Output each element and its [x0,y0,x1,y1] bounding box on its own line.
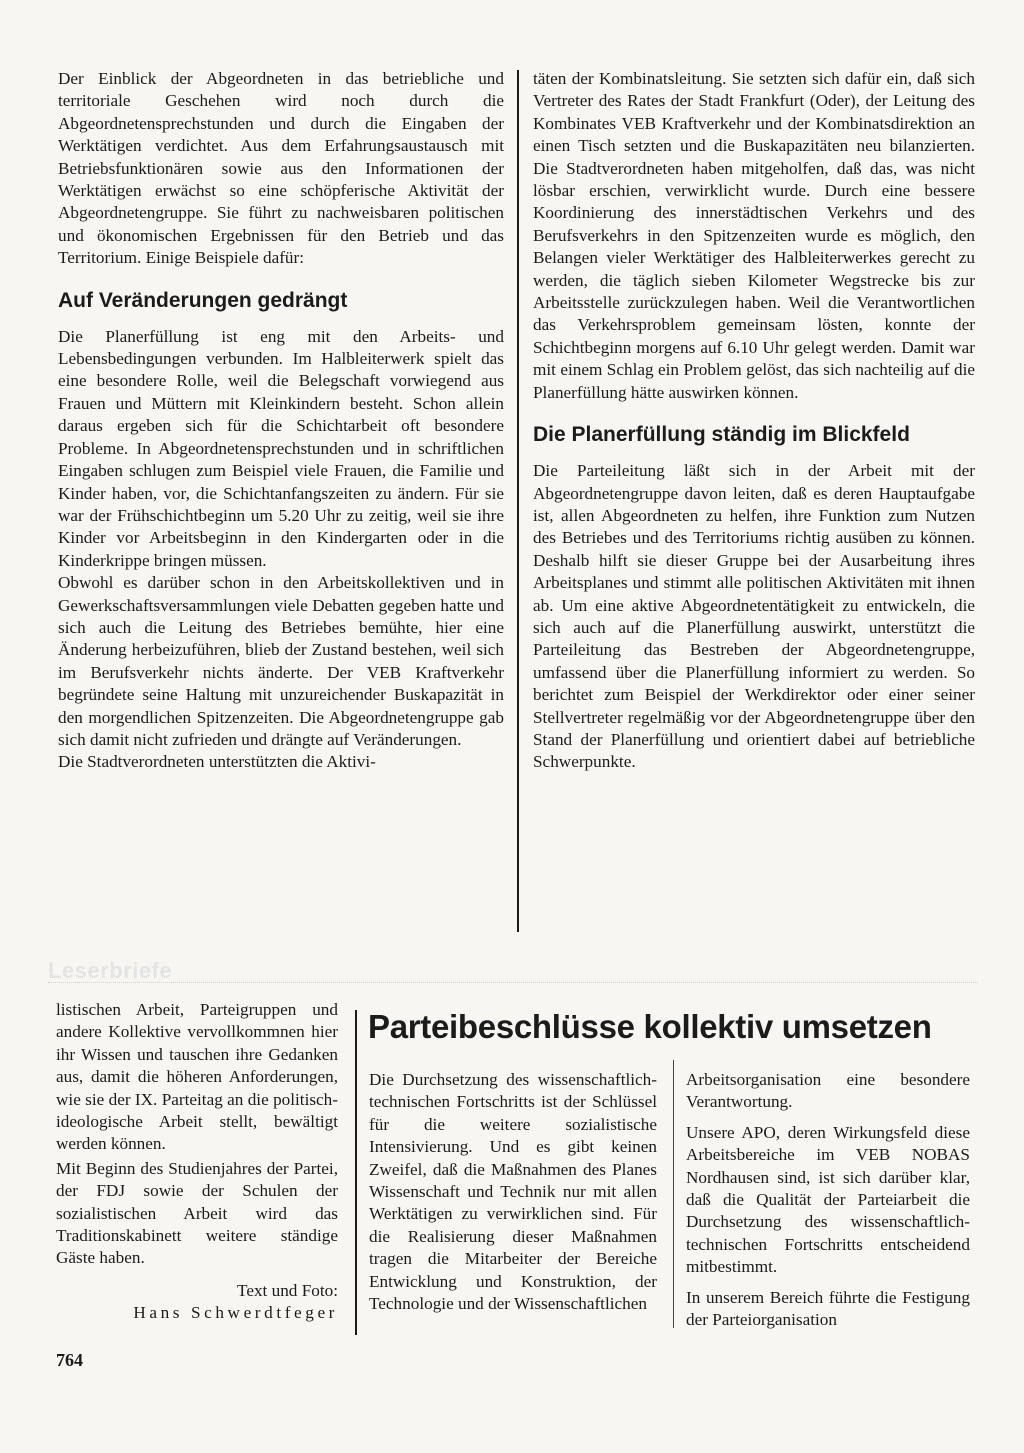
column-divider [673,1060,674,1328]
section-heading-planerfuellung: Die Planerfüllung ständig im Blickfeld [533,423,910,447]
credit-line: Text und Foto: [237,1280,338,1300]
section-heading-veraenderungen: Auf Veränderungen gedrängt [58,288,348,312]
column-divider [517,70,519,932]
article-headline: Parteibeschlüsse kollektiv umsetzen [368,1008,932,1045]
page-number: 764 [56,1350,83,1370]
column-divider [355,1010,357,1335]
section-label: Leserbriefe [48,958,173,983]
article-column-bottom-right [686,1069,970,1331]
body-paragraph: Die Durchsetzung des wissenschaftlich-technischen Fortschritts ist der Schlüssel für die weitere sozialistische Intensivierung. Und es gibt keinen Zweifel, daß die Maßnahmen des Planes Wissenschaft und Technik nur mit allen Werktätigen zu verwirklichen sind. Für die Realisierung dieser Maßnahmen tragen die Mitarbeiter der Bereiche Entwicklung und Konstruktion, der Technologie und der Wissenschaftlichen [369,1070,657,1314]
body-paragraph: Unsere APO, deren Wirkungsfeld diese Arbeitsbereiche im VEB NOBAS Nordhausen sind, ist sich darüber klar, daß die Qualität der Parteiarbeit die Durchsetzung des wissenschaftlich-technischen Fortschritts entscheidend mitbestimmt. [686,1122,970,1277]
intro-paragraph: Der Einblick der Abgeordneten in das betriebliche und territoriale Geschehen wird noch durch die Abgeordnetensprechstunden und durch die Eingaben der Werktätigen verdichtet. Aus dem Erfahrungsaustausch mit Betriebsfunktionären sowie aus den Informationen der Werktätigen erwächst so eine schöpferische Aktivität der Abgeordnetengruppe. Sie führt zu nachweisbaren politischen und ökonomischen Ergebnissen für den Betrieb und das Territorium. Einige Beispiele dafür: [58,69,504,268]
body-paragraph: Die Parteileitung läßt sich in der Arbeit mit der Abgeordnetengruppe davon leiten, daß es deren Hauptaufgabe ist, allen Abgeordneten zu helfen, ihre Funktion zum Nutzen des Betriebes und des Territoriums richtig ausüben zu können. Deshalb hilft sie dieser Gruppe bei der Ausarbeitung ihres Arbeitsplanes und stimmt alle politischen Aktivitäten mit ihnen ab. Um eine aktive Abgeordnetentätigkeit zu entwickeln, die sich auch auf die Planerfüllung auswirkt, unterstützt die Parteileitung das Bestreben der Abgeordnetengruppe, umfassend über die Planerfüllung informiert zu werden. So berichtet zum Beispiel der Werkdirektor oder einer seiner Stellvertreter regelmäßig vor der Abgeordnetengruppe über den Stand der Planerfüllung und orientiert dabei auf betriebliche Schwerpunkte. [533,461,975,772]
section-band [48,958,978,983]
article-column-bottom-left [56,999,338,1325]
article-column-top-right [533,68,975,774]
body-paragraph: Arbeitsorganisation eine besondere Verantwortung. [686,1070,970,1112]
article-column-top-left [58,68,504,774]
body-paragraph: Die Stadtverordneten unterstützten die Aktivi- [58,752,376,772]
author-name: Hans Schwerdtfeger [133,1303,338,1323]
body-paragraph: listischen Arbeit, Parteigruppen und andere Kollektive vervollkommnen hier ihr Wissen und tauschen ihre Gedanken aus, damit die höheren Anforderungen, wie sie der IX. Parteitag an die politisch-ideologische Arbeit stellt, bewältigt werden können. [56,1000,338,1154]
body-paragraph: täten der Kombinatsleitung. Sie setzten sich dafür ein, daß sich Vertreter des Rates der Stadt Frankfurt (Oder), der Leitung des Kombinates VEB Kraftverkehr und der Kombinatsdirektion an einen Tisch setzten und die Buskapazitäten neu bilanzierten. Die Stadtverordneten haben mitgeholfen, daß das, was nicht lösbar erschien, verwirklicht wurde. Durch eine bessere Koordinierung des innerstädtischen Verkehrs und des Berufsverkehrs in den Spitzenzeiten wurde es möglich, den Belangen vieler Werktätiger des Halbleiterwerkes gerecht zu werden, die täglich sieben Kilometer Wegstrecke bis zur Arbeitsstelle zurückzulegen haben. Weil die Verantwortlichen das Verkehrsproblem gemeinsam lösten, konnte der Schichtbeginn morgens auf 6.10 Uhr gelegt werden. Damit war mit einem Schlag ein Problem gelöst, das sich nachteilig auf die Planerfüllung hätte auswirken können. [533,69,975,402]
body-paragraph: Obwohl es darüber schon in den Arbeitskollektiven und in Gewerkschaftsversammlungen viele Debatten gegeben hatte und sich auch die Leitung des Betriebes bemühte, hier eine Änderung herbeizuführen, blieb der Zustand bestehen, weil sich im Berufsverkehr nichts änderte. Der VEB Kraftverkehr begründete seine Haltung mit unzureichender Buskapazität in den morgendlichen Spitzenzeiten. Die Abgeordnetengruppe gab sich damit nicht zufrieden und drängte auf Veränderungen. [58,573,504,749]
body-paragraph: In unserem Bereich führte die Festigung der Parteiorganisation [686,1287,970,1330]
body-paragraph: Mit Beginn des Studienjahres der Partei, der FDJ sowie der Schulen der sozialistischen Arbeit wird das Traditionskabinett weitere ständige Gäste haben. [56,1158,338,1268]
body-paragraph: Die Planerfüllung ist eng mit den Arbeits- und Lebensbedingungen verbunden. Im Halbleiterwerk spielt das eine besondere Rolle, weil die Belegschaft vorwiegend aus Frauen und Müttern mit Kleinkindern besteht. Schon allein daraus ergeben sich für die Schichtarbeit oft besondere Probleme. In Abgeordnetensprechstunden und in schriftlichen Eingaben schlugen zum Beispiel viele Frauen, die Familie und Kinder haben, vor, die Schichtanfangszeiten zu ändern. Für sie war der Frühschichtbeginn um 5.20 Uhr zu zeitig, weil sie ihre Kinder vor Arbeitsbeginn in den Kindergarten oder in die Kinderkrippe bringen müssen. [58,326,504,570]
article-column-bottom-middle [369,1069,657,1315]
